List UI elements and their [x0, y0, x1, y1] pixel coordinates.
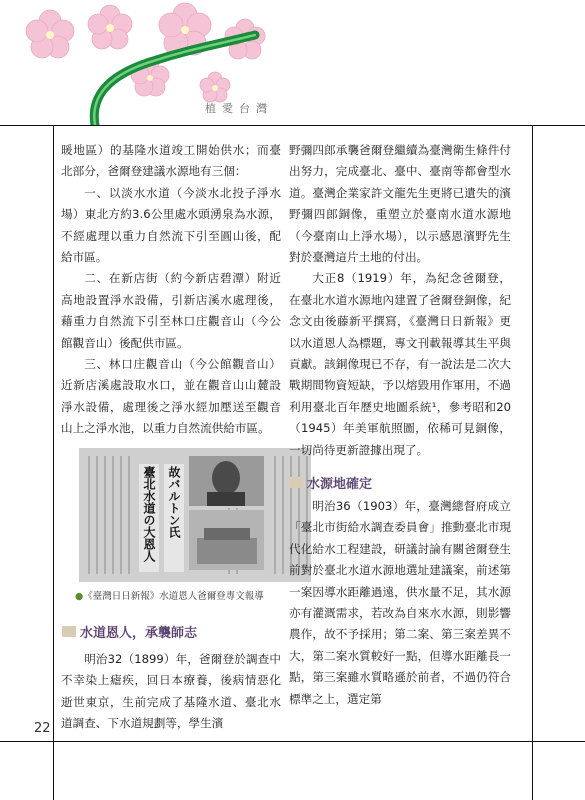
right-column — [289, 140, 511, 461]
section-heading-text: 水道恩人，承襲師志 — [80, 626, 198, 641]
section-heading — [289, 473, 372, 492]
newspaper-headline: 臺北水道の大恩人 — [142, 466, 156, 562]
rule-horizontal-top — [0, 125, 585, 126]
section-label: 植愛台灣 — [205, 102, 273, 115]
newspaper-clipping-image — [79, 448, 311, 582]
paragraph: 野彌四郎承襲爸爾登繼續為臺灣衛生條件付出努力，完成臺北、臺中、臺南等都會型水道。臺灣企業家許文龍先生更將已遺失的濱野彌四郎銅像，重塑立於臺南水道水源地（今臺南山上淨水場），以示感恩濱野先生對於臺灣這片土地的付出。 — [289, 143, 511, 265]
paragraph: 暖地區）的基隆水道竣工開始供水；而臺北部分，爸爾登建議水源地有三個： — [61, 143, 281, 179]
heading-marker-icon — [62, 626, 76, 637]
paragraph: 大正8（1919）年，為紀念爸爾登，在臺北水道水源地內建置了爸爾登銅像，紀念文由後藤新平撰寫，《臺灣日日新報》更以水道恩人為標題，專文刊載報導其生平與貢獻。該銅像現已不存，有一說法是二次大戰期間物資短缺，予以熔毀用作軍用，不過利用臺北百年歷史地圖系統¹，參考昭和20（1945）年美軍航照圖，依稀可見銅像，一切尚待更新證據出現了。 — [289, 271, 511, 457]
left-column-bottom — [61, 649, 281, 735]
page-number: 22 — [34, 721, 51, 736]
rule-vertical-right — [532, 125, 533, 800]
paragraph: 一、以淡水水道（今淡水北投子淨水場）東北方約3.6公里處水頭湧泉為水源，不經處理以重力自然流下引至圓山後，配給市區。 — [61, 185, 281, 265]
newspaper-subhead: 故バルトン氏 — [167, 466, 181, 538]
paragraph: 明治36（1903）年，臺灣總督府成立「臺北市街給水調查委員會」推動臺北市現代化給水工程建設，研議討論有關爸爾登生前對於臺北水道水源地選址建議案，前述第一案因導水距離過遠，供水量不足，其水源亦有灌溉需求，若改為自來水水源，則影響農作，故不予採用；第二案、第三案差異不大，第二案水質較好一點，但導水距離長一點，第三案雖水質略遜於前者，不過仍符合標準之上，選定第 — [289, 499, 511, 706]
section-heading — [62, 622, 197, 641]
left-column — [61, 140, 281, 440]
heading-marker-icon — [289, 477, 303, 488]
paragraph: 三、林口庄觀音山（今公館觀音山）近新店溪處設取水口，並在觀音山山麓設淨水設備，處理後之淨水經加壓送至觀音山上之淨水池，以重力自然流供給市區。 — [61, 357, 281, 436]
figure-caption-text: 《臺灣日日新報》水道恩人爸爾登專文報導 — [83, 591, 264, 602]
paragraph: 二、在新店街（約今新店碧潭）附近高地設置淨水設備，引新店溪水處理後，藉重力自然流下引至林口庄觀音山（今公館觀音山）後配供市區。 — [61, 271, 281, 350]
blossom-vine-illustration — [0, 0, 330, 125]
figure-caption — [75, 588, 264, 602]
newspaper-clipping-photo — [79, 448, 311, 582]
rule-horizontal-bottom — [0, 741, 585, 742]
rule-vertical-left — [53, 125, 54, 800]
right-column-bottom — [289, 496, 511, 710]
section-heading-text: 水源地確定 — [307, 477, 373, 492]
paragraph: 明治32（1899）年，爸爾登於調查中不幸染上瘧疾，回日本療養，後病情惡化逝世東京，生前完成了基隆水道、臺北水道調查、下水道規劃等，學生濱 — [61, 652, 281, 731]
bullet-icon: ● — [75, 591, 84, 602]
